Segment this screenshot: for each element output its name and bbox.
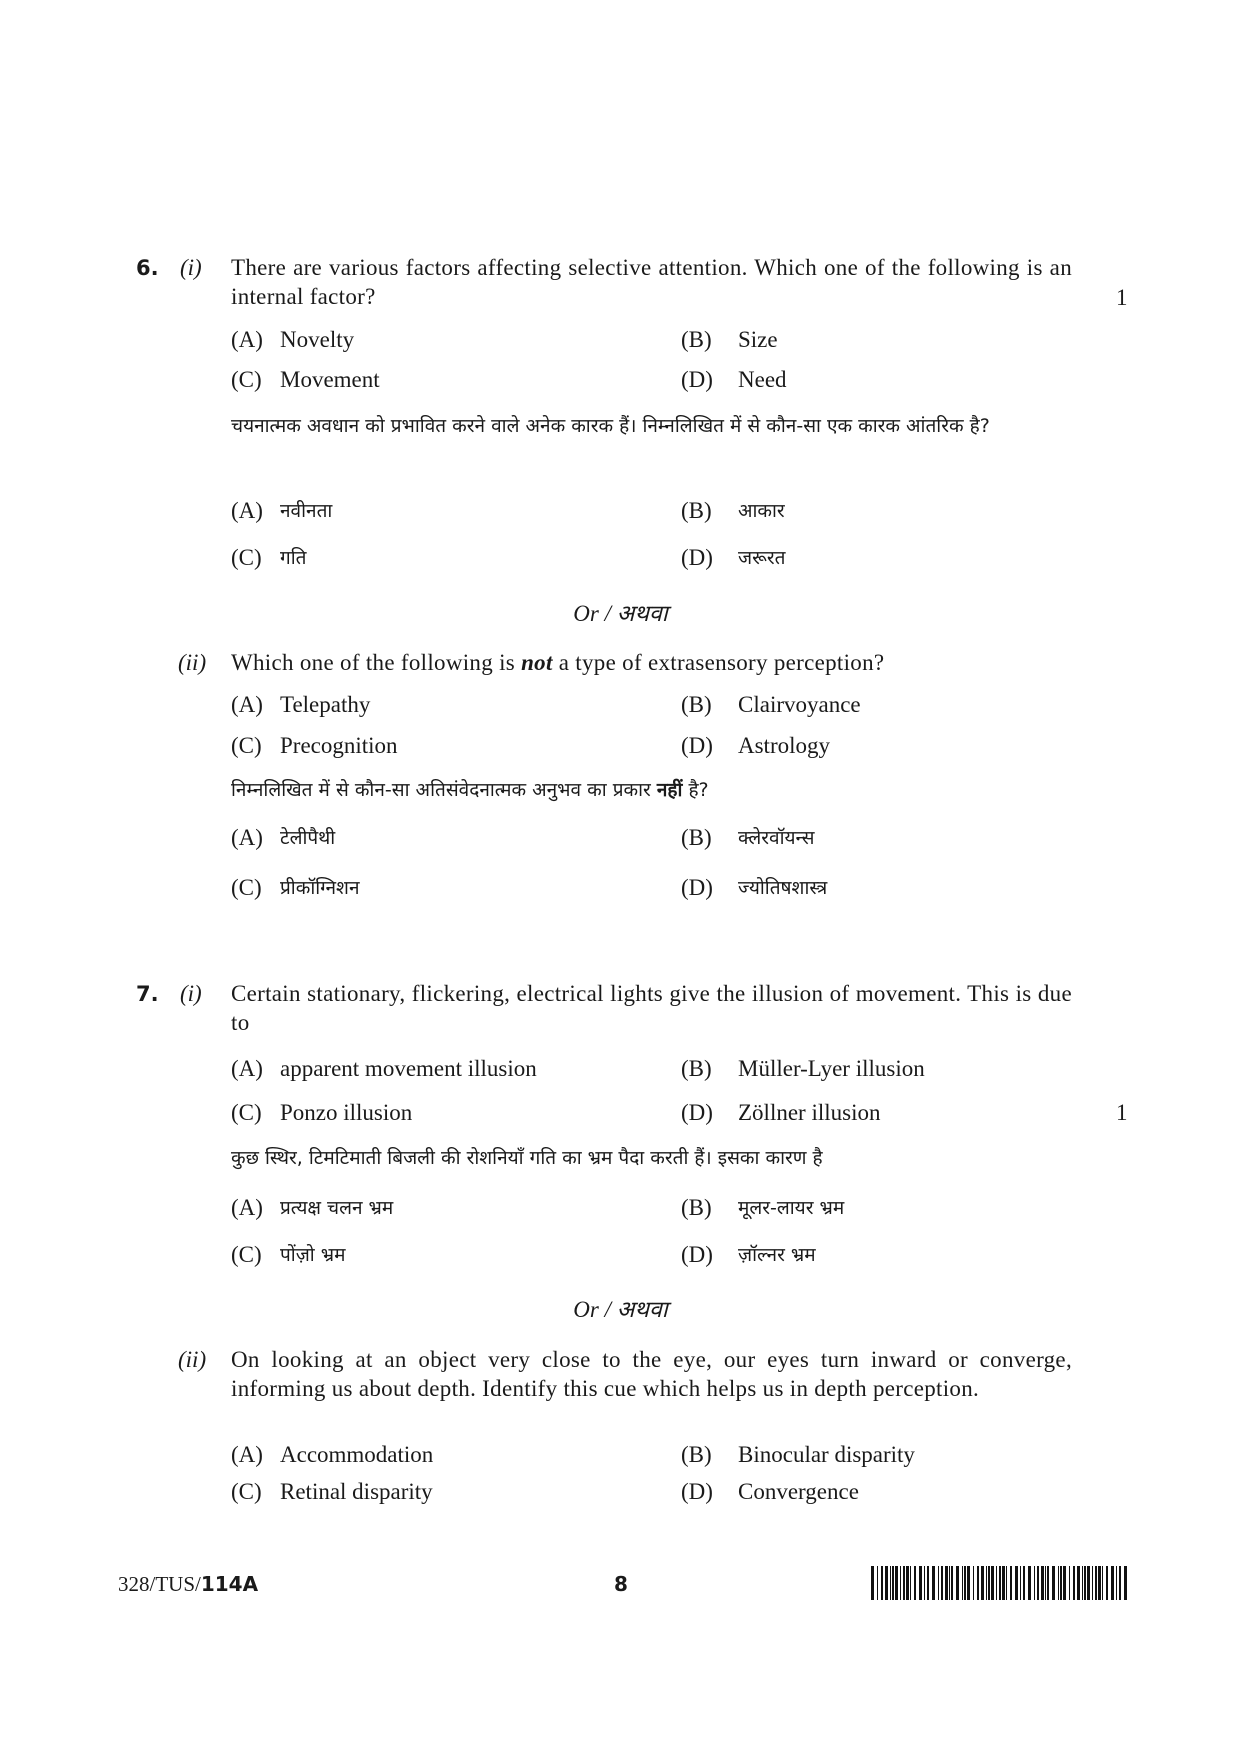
option-text: apparent movement illusion [280, 1056, 537, 1081]
barcode-bar [1124, 1566, 1127, 1600]
barcode-bar [1060, 1566, 1062, 1600]
barcode-bar [1092, 1566, 1093, 1600]
option-label: (D) [681, 1100, 713, 1125]
subpart-label: (ii) [178, 650, 207, 675]
option-label: (B) [681, 825, 712, 850]
barcode-bar [1119, 1566, 1121, 1600]
question-number-6: 6. [136, 256, 159, 280]
question-text: Certain stationary, flickering, electrical lights give the illusion of movement. This is due to [231, 981, 1072, 1035]
barcode-bar [900, 1566, 901, 1600]
barcode-bar [919, 1566, 922, 1600]
option-label: (D) [681, 875, 713, 900]
option-label: (C) [231, 875, 262, 900]
barcode-bar [1058, 1566, 1059, 1600]
option-label: (B) [681, 327, 712, 352]
barcode-bar [956, 1566, 959, 1600]
question-text [231, 649, 884, 677]
option-label: (D) [681, 1242, 713, 1267]
option-text: Convergence [738, 1479, 859, 1504]
option-label: (A) [231, 692, 263, 717]
barcode-bar [906, 1566, 909, 1600]
question-hi-post: है? [688, 779, 709, 801]
barcode-bar [964, 1566, 966, 1600]
question-text-hindi: कुछ स्थिर, टिमटिमाती बिजली की रोशनियाँ गति का भ्रम पैदा करती हैं। इसका कारण है [231, 1147, 823, 1169]
barcode-bar [1087, 1566, 1090, 1600]
barcode-bar [1073, 1566, 1075, 1600]
option-label: (C) [231, 1100, 262, 1125]
option-label: (C) [231, 733, 262, 758]
barcode-bar [1020, 1566, 1021, 1600]
option-text: Müller-Lyer illusion [738, 1056, 925, 1081]
option-label: (B) [681, 498, 712, 523]
question-emphasis: not [521, 650, 553, 675]
barcode-bar [871, 1566, 874, 1600]
option-label: (D) [681, 733, 713, 758]
option-text-hindi: प्रत्यक्ष चलन भ्रम [280, 1197, 394, 1219]
barcode-bar [1106, 1566, 1108, 1600]
option-label: (D) [681, 545, 713, 570]
option-text-hindi: नवीनता [280, 500, 333, 522]
subpart-label: (i) [180, 255, 202, 280]
option-text-hindi: क्लेरवॉयन्स [738, 827, 815, 849]
barcode-bar [924, 1566, 925, 1600]
barcode-bar [910, 1566, 911, 1600]
barcode-bar [877, 1566, 878, 1600]
barcode-bar [1098, 1566, 1101, 1600]
option-text-hindi: गति [280, 547, 307, 569]
question-hi-pre: निम्नलिखित में से कौन-सा अतिसंवेदनात्मक अनुभव का प्रकार [231, 779, 651, 801]
option-label: (B) [681, 692, 712, 717]
option-text: Novelty [280, 327, 355, 352]
barcode-bar [996, 1566, 997, 1600]
option-text-hindi: मूलर-लायर भ्रम [738, 1197, 845, 1219]
option-label: (B) [681, 1442, 712, 1467]
option-text: Telepathy [280, 692, 371, 717]
barcode-bar [885, 1566, 888, 1600]
option-text: Size [738, 327, 778, 352]
or-separator: Or / अथवा [573, 601, 668, 626]
barcode [871, 1566, 1131, 1600]
option-text: Movement [280, 367, 380, 392]
barcode-bar [1028, 1566, 1031, 1600]
barcode-bar [986, 1566, 987, 1600]
barcode-bar [941, 1566, 943, 1600]
option-text-hindi: ज्योतिषशास्त्र [738, 877, 828, 899]
option-label: (A) [231, 498, 263, 523]
option-text-hindi: पोंज़ो भ्रम [280, 1244, 346, 1266]
marks: 1 [1116, 285, 1128, 310]
barcode-bar [973, 1566, 974, 1600]
barcode-bar [945, 1566, 948, 1600]
option-text: Retinal disparity [280, 1479, 433, 1504]
question-text: There are various factors affecting selective attention. Which one of the following is an internal factor? [231, 255, 1072, 309]
option-text-hindi: आकार [738, 500, 785, 522]
barcode-bar [1111, 1566, 1114, 1600]
barcode-bar [1077, 1566, 1080, 1600]
option-text: Need [738, 367, 787, 392]
option-text-hindi: प्रीकॉग्निशन [280, 877, 360, 899]
barcode-bar [999, 1566, 1001, 1600]
barcode-bar [949, 1566, 950, 1600]
barcode-bar [1116, 1566, 1117, 1600]
barcode-bar [1069, 1566, 1070, 1600]
barcode-bar [1045, 1566, 1046, 1600]
subpart-label: (ii) [178, 1347, 207, 1372]
question-hi-emphasis: नहीं [656, 779, 683, 801]
question-text-pre: Which one of the following is [231, 650, 516, 675]
paper-code [118, 1570, 258, 1598]
option-label: (C) [231, 545, 262, 570]
option-label: (B) [681, 1195, 712, 1220]
barcode-bar [1041, 1566, 1044, 1600]
option-label: (C) [231, 367, 262, 392]
barcode-bar [1037, 1566, 1039, 1600]
option-text: Astrology [738, 733, 830, 758]
option-text: Precognition [280, 733, 398, 758]
page-number: 8 [614, 1572, 628, 1596]
barcode-bar [1002, 1566, 1005, 1600]
barcode-bar [1082, 1566, 1083, 1600]
barcode-bar [1102, 1566, 1103, 1600]
paper-code-prefix: 328/TUS/ [118, 1572, 201, 1596]
option-label: (A) [231, 1056, 263, 1081]
option-label: (C) [231, 1479, 262, 1504]
barcode-bar [1084, 1566, 1086, 1600]
paper-code-bold: 114A [200, 1572, 259, 1596]
option-text: Binocular disparity [738, 1442, 915, 1467]
barcode-bar [1063, 1566, 1066, 1600]
barcode-bar [1095, 1566, 1097, 1600]
option-label: (A) [231, 1442, 263, 1467]
option-label: (B) [681, 1056, 712, 1081]
barcode-bar [1006, 1566, 1007, 1600]
barcode-bar [1023, 1566, 1025, 1600]
barcode-bar [932, 1566, 935, 1600]
option-text: Zöllner illusion [738, 1100, 881, 1125]
or-separator: Or / अथवा [573, 1297, 668, 1322]
barcode-bar [967, 1566, 970, 1600]
barcode-bar [977, 1566, 979, 1600]
question-text: On looking at an object very close to the eye, our eyes turn inward or converge, informing us about depth. Identify this cue which helps us in depth perception. [231, 1347, 1072, 1401]
question-text-hindi [231, 776, 709, 804]
barcode-bar [988, 1566, 990, 1600]
barcode-bar [991, 1566, 994, 1600]
barcode-bar [927, 1566, 929, 1600]
option-label: (A) [231, 327, 263, 352]
subpart-label: (i) [180, 981, 202, 1006]
barcode-bar [962, 1566, 963, 1600]
option-label: (D) [681, 1479, 713, 1504]
barcode-bar [1047, 1566, 1049, 1600]
barcode-bar [951, 1566, 953, 1600]
barcode-bar [881, 1566, 883, 1600]
option-label: (D) [681, 367, 713, 392]
barcode-bar [890, 1566, 891, 1600]
option-label: (A) [231, 825, 263, 850]
barcode-bar [1010, 1566, 1012, 1600]
barcode-bar [1052, 1566, 1055, 1600]
question-number-7: 7. [136, 982, 159, 1006]
marks: 1 [1116, 1100, 1128, 1125]
barcode-bar [981, 1566, 984, 1600]
barcode-bar [895, 1566, 898, 1600]
option-label: (A) [231, 1195, 263, 1220]
option-text: Clairvoyance [738, 692, 861, 717]
barcode-bar [914, 1566, 916, 1600]
option-text-hindi: ज़ॉल्नर भ्रम [738, 1244, 816, 1266]
barcode-bar [938, 1566, 939, 1600]
option-text-hindi: जरूरत [738, 547, 786, 569]
barcode-bar [903, 1566, 905, 1600]
barcode-bar [1015, 1566, 1018, 1600]
barcode-bar [892, 1566, 894, 1600]
question-text-post: a type of extrasensory perception? [558, 650, 885, 675]
option-label: (C) [231, 1242, 262, 1267]
option-text: Accommodation [280, 1442, 434, 1467]
question-text-hindi: चयनात्मक अवधान को प्रभावित करने वाले अनेक कारक हैं। निम्नलिखित में से कौन-सा एक कारक आंतरिक है? [231, 415, 990, 437]
option-text: Ponzo illusion [280, 1100, 413, 1125]
barcode-bar [1034, 1566, 1035, 1600]
option-text-hindi: टेलीपैथी [280, 827, 336, 849]
